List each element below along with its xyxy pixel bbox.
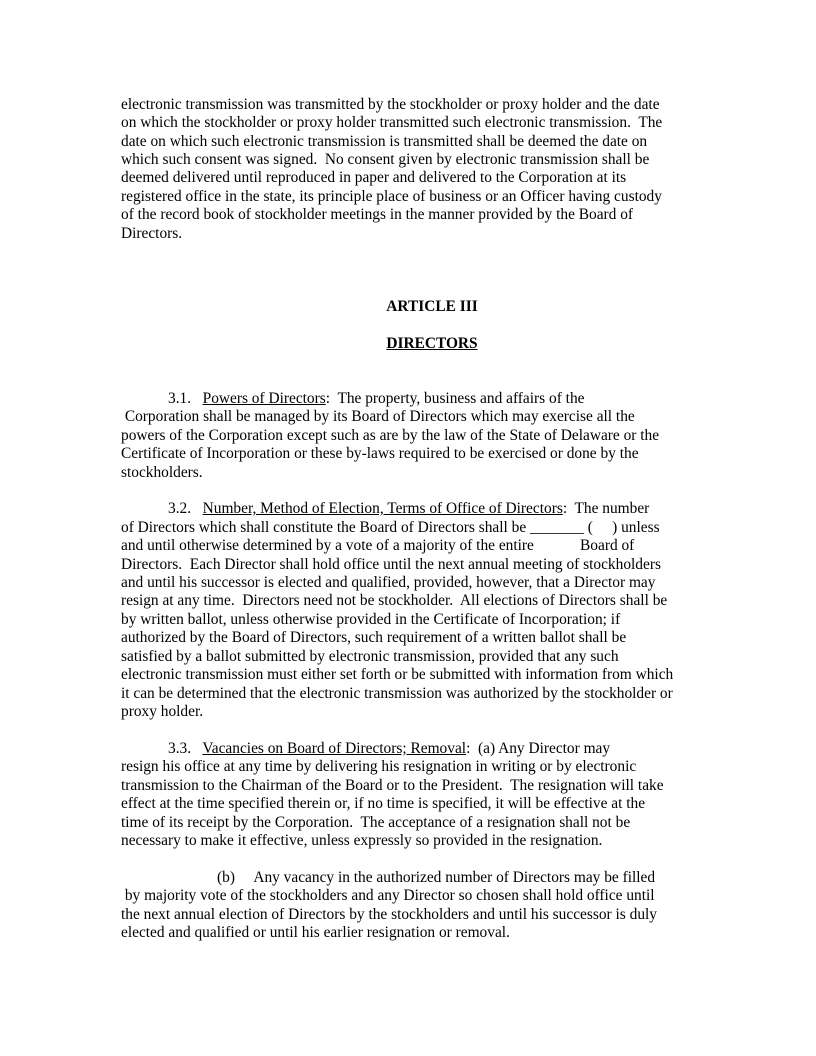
text-line: it can be determined that the electronic transmission was authorized by the stockholder or [121, 685, 673, 702]
section-text: : The property, business and affairs of the [325, 390, 585, 407]
text-line: resign at any time. Directors need not be stockholder. All elections of Directors shall be [121, 592, 668, 609]
text-line: which such consent was signed. No consent given by electronic transmission shall be [121, 151, 650, 168]
text-line: of the record book of stockholder meetings in the manner provided by the Board of [121, 206, 634, 223]
section-heading: Vacancies on Board of Directors; Removal [202, 740, 467, 757]
text-line: by majority vote of the stockholders and any Director so chosen shall hold office until [121, 887, 655, 904]
section-text: : (a) Any Director may [466, 740, 611, 757]
article-number: ARTICLE III [386, 298, 478, 315]
text-line: authorized by the Board of Directors, such requirement of a written ballot shall be [121, 629, 627, 646]
text-line: electronic transmission must either set forth or be submitted with information from which [121, 666, 674, 683]
text-line: effect at the time specified therein or, if no time is specified, it will be effective at the [121, 795, 646, 812]
text-line: stockholders. [121, 464, 203, 481]
text-line: of Directors which shall constitute the Board of Directors shall be _______ ( ) unless [121, 519, 660, 536]
text-line: time of its receipt by the Corporation. The acceptance of a resignation shall not be [121, 814, 631, 831]
text-line: deemed delivered until reproduced in paper and delivered to the Corporation at its [121, 169, 627, 186]
subsection-b-first-line: (b) Any vacancy in the authorized number of Directors may be filled [217, 869, 656, 886]
text-line: necessary to make it effective, unless expressly so provided in the resignation. [121, 832, 603, 849]
text-line: satisfied by a ballot submitted by electronic transmission, provided that any such [121, 648, 619, 665]
text-line: elected and qualified or until his earlier resignation or removal. [121, 924, 510, 941]
text-line: by written ballot, unless otherwise provided in the Certificate of Incorporation; if [121, 611, 621, 628]
section-number: 3.2. [168, 500, 192, 517]
text-line: Directors. [121, 225, 183, 242]
section-first-line [168, 740, 610, 758]
article-title [0, 335, 816, 353]
section-first-line [168, 500, 649, 518]
section-number: 3.1. [168, 390, 192, 407]
text-line: electronic transmission was transmitted by the stockholder or proxy holder and the date [121, 96, 660, 113]
text-line: and until his successor is elected and qualified, provided, however, that a Director may [121, 574, 656, 591]
text-line: the next annual election of Directors by the stockholders and until his successor is duly [121, 906, 657, 923]
text-line: registered office in the state, its principle place of business or an Officer having custody [121, 188, 662, 205]
section-heading: Number, Method of Election, Terms of Office of Directors [202, 500, 563, 517]
section-text: : The number [562, 500, 650, 517]
section-number: 3.3. [168, 740, 192, 757]
section-heading: Powers of Directors [202, 390, 326, 407]
text-line: resign his office at any time by delivering his resignation in writing or by electronic [121, 758, 637, 775]
section-first-line [168, 390, 584, 408]
text-line: Certificate of Incorporation or these by-laws required to be exercised or done by the [121, 445, 639, 462]
text-line: on which the stockholder or proxy holder transmitted such electronic transmission. The [121, 114, 663, 131]
text-line: date on which such electronic transmission is transmitted shall be deemed the date on [121, 133, 648, 150]
text-line: proxy holder. [121, 703, 204, 720]
text-line: transmission to the Chairman of the Board or to the President. The resignation will take [121, 777, 664, 794]
text-line: Directors. Each Director shall hold office until the next annual meeting of stockholders [121, 556, 661, 573]
text-line: and until otherwise determined by a vote of a majority of the entire Board of [121, 537, 635, 554]
text-line: Corporation shall be managed by its Board of Directors which may exercise all the [121, 408, 635, 425]
article-title-text: DIRECTORS [386, 335, 478, 352]
text-line: powers of the Corporation except such as are by the law of the State of Delaware or the [121, 427, 660, 444]
